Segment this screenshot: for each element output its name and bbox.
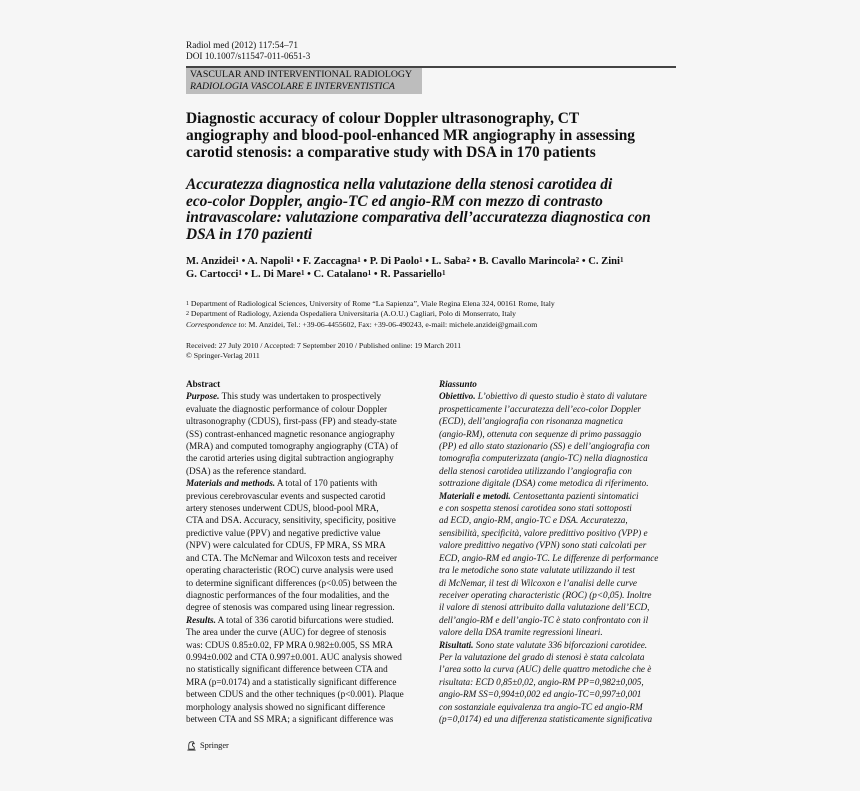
author-name: C. Zini: [588, 256, 620, 267]
affiliations: [186, 299, 686, 330]
abstract-line: [186, 452, 434, 464]
line-text: ultrasonography (CDUS), first-pass (FP) and steady-state: [186, 416, 397, 427]
riassunto-line: [439, 701, 687, 713]
author-affiliation-number: 1: [419, 256, 423, 264]
line-text: valore predittivo negativo (VPN) sono stati calcolati per: [439, 540, 647, 551]
article-title-italian: [186, 177, 686, 243]
riassunto-line: [439, 477, 687, 489]
author: [247, 256, 293, 267]
line-text: valore della DSA tramite regressioni lineari.: [439, 627, 603, 638]
riassunto-heading: Riassunto: [439, 379, 477, 389]
author-name: R. Passariello: [380, 269, 442, 280]
line-text: (NPV) were calculated for CDUS, FP MRA, SS MRA: [186, 540, 386, 551]
subsection-label: Results.: [186, 614, 216, 625]
section-band: [186, 68, 422, 94]
riassunto-line: [439, 676, 687, 688]
line-text: artery stenoses underwent CDUS, blood-pool MRA,: [186, 503, 379, 514]
riassunto-line: [439, 663, 687, 675]
riassunto-line: [439, 452, 687, 464]
line-text: predictive value (PPV) and negative predictive value: [186, 527, 381, 538]
abstract-column: [186, 378, 434, 725]
abstract-heading: Abstract: [186, 379, 221, 389]
abstract-line: [186, 577, 434, 589]
line-text: (DSA) as the reference standard.: [186, 465, 307, 476]
line-text: Centosettanta pazienti sintomatici: [510, 490, 639, 501]
line-text: A total of 170 patients with: [275, 478, 378, 489]
riassunto-line: [439, 527, 687, 539]
author-separator: •: [371, 269, 381, 280]
author-name: G. Cartocci: [186, 269, 239, 280]
author-affiliation-number: 1: [301, 269, 305, 277]
line-text: ECD, angio-RM ed angio-TC. Le differenze di performance: [439, 552, 659, 563]
line-text: L’obiettivo di questo studio è stato di valutare: [475, 391, 647, 402]
line-text: sensibilità, specificità, valore predittivo positivo (VPP) e: [439, 527, 648, 538]
abstract-line: [186, 626, 434, 638]
springer-horse-icon: [186, 740, 197, 751]
line-text: and CTA. The McNemar and Wilcoxon tests and receiver: [186, 552, 398, 563]
abstract-line: [186, 490, 434, 502]
line-text: degree of stenosis was compared using linear regression.: [186, 602, 395, 613]
riassunto-line: [439, 428, 687, 440]
abstract-line: [186, 614, 434, 626]
author-separator: •: [422, 256, 432, 267]
abstract-line: [186, 639, 434, 651]
subsection-label: Materiali e metodi.: [439, 490, 511, 501]
abstract-line: [186, 552, 434, 564]
journal-doi: DOI 10.1007/s11547-011-0651-3: [186, 51, 311, 62]
abstract-line: [186, 415, 434, 427]
line-text: sottrazione digitale (DSA) come metodica di riferimento.: [439, 478, 649, 489]
correspondence-label: Correspondence to: [186, 319, 245, 329]
author: [588, 256, 623, 267]
abstract-line: [186, 564, 434, 576]
affiliation-text: Department of Radiology, Azienda Ospedaliera Universitaria (A.O.U.) Cagliari, Polo di Monserrato, Italy: [190, 309, 516, 319]
line-text: (p=0,0174) ed una differenza statisticamente significativa: [439, 713, 653, 724]
line-text: il valore di stenosi attribuito dalla valutazione dell’ECD,: [439, 602, 650, 613]
riassunto-line: [439, 651, 687, 663]
line-text: between CDUS and the other techniques (p<0.001). Plaque: [186, 689, 404, 700]
line-text: prospetticamente l’accuratezza dell’eco-color Doppler: [439, 403, 641, 414]
abstract-line: [186, 502, 434, 514]
author: [314, 269, 372, 280]
abstract-line: [186, 514, 434, 526]
article-title-english: [186, 110, 686, 161]
riassunto-line: [439, 390, 687, 402]
abstract-line: [186, 428, 434, 440]
riassunto-line: [439, 490, 687, 502]
abstract-line: [186, 589, 434, 601]
publisher-footer: [186, 740, 229, 751]
abstract-line: [186, 701, 434, 713]
line-text: This study was undertaken to prospectively: [219, 391, 382, 402]
line-text: was: CDUS 0.85±0.02, FP MRA 0.982±0.005, SS MRA: [186, 639, 394, 650]
riassunto-line: [439, 577, 687, 589]
riassunto-line: [439, 713, 687, 725]
line-text: diagnostic performances of the four modalities, and the: [186, 589, 390, 600]
title-line: Accuratezza diagnostica nella valutazione della stenosi carotidea di: [186, 176, 613, 193]
line-text: The area under the curve (AUC) for degree of stenosis: [186, 627, 387, 638]
abstract-body: [186, 390, 434, 725]
riassunto-line: [439, 415, 687, 427]
author-affiliation-number: 1: [367, 269, 372, 277]
riassunto-line: [439, 639, 687, 651]
line-text: ad ECD, angio-RM, angio-TC e DSA. Accuratezza,: [439, 515, 628, 526]
affiliation-number: 2: [186, 311, 189, 318]
author-separator: •: [469, 256, 479, 267]
riassunto-line: [439, 403, 687, 415]
author: [186, 269, 242, 280]
riassunto-line: [439, 502, 687, 514]
title-line: intravascolare: valutazione comparativa dell’accuratezza diagnostica con: [186, 209, 651, 226]
author: [380, 269, 445, 280]
line-text: e con sospetta stenosi carotidea sono stati sottoposti: [439, 503, 632, 514]
author-affiliation-number: 1: [238, 269, 242, 277]
line-text: morphology analysis showed no significant difference: [186, 701, 386, 712]
affiliation-text: Department of Radiological Sciences, University of Rome “La Sapienza”, Viale Regina Elena 324, 00161 Rome, Italy: [190, 299, 555, 308]
riassunto-line: [439, 552, 687, 564]
author-name: P. Di Paolo: [369, 256, 420, 267]
line-text: (angio-RM), ottenuta con sequenze di primo passaggio: [439, 428, 642, 439]
author-name: M. Anzidei: [186, 256, 236, 267]
line-text: no statistically significant difference between CTA and: [186, 664, 388, 675]
subsection-label: Risultati.: [439, 639, 474, 650]
line-text: tra le metodiche sono state valutate utilizzando il test: [439, 565, 635, 576]
riassunto-line: [439, 614, 687, 626]
author: [251, 269, 305, 280]
riassunto-line: [439, 601, 687, 613]
abstract-line: [186, 527, 434, 539]
riassunto-line: [439, 539, 687, 551]
author-affiliation-number: 1: [441, 269, 446, 277]
line-text: (SS) contrast-enhanced magnetic resonance angiography: [186, 428, 395, 439]
abstract-line: [186, 440, 434, 452]
copyright: © Springer-Verlag 2011: [186, 351, 260, 361]
abstract-line: [186, 688, 434, 700]
riassunto-line: [439, 564, 687, 576]
correspondence-text: : M. Anzidei, Tel.: +39-06-4455602, Fax: +39-06-490243, e-mail: michele.anzidei@gmail.com: [244, 319, 538, 329]
abstract-line: [186, 601, 434, 613]
line-text: (PP) ed allo stato stazionario (SS) e dell’angiografia con: [439, 441, 650, 452]
line-text: Sono state valutate 336 biforcazioni carotidee.: [473, 639, 648, 650]
subsection-label: Materials and methods.: [186, 478, 276, 489]
line-text: (ECD), dell’angiografia con risonanza magnetica: [439, 416, 623, 427]
riassunto-line: [439, 688, 687, 700]
author-affiliation-number: 1: [235, 256, 239, 264]
title-line: Diagnostic accuracy of colour Doppler ultrasonography, CT: [186, 110, 580, 127]
author: [479, 256, 579, 267]
author: [370, 256, 423, 267]
affiliation-1: [186, 299, 686, 309]
abstract-line: [186, 477, 434, 489]
line-text: di McNemar, il test di Wilcoxon e l’analisi delle curve: [439, 577, 637, 588]
abstract-line: [186, 539, 434, 551]
author-separator: •: [304, 269, 314, 280]
riassunto-line: [439, 465, 687, 477]
line-text: A total of 336 carotid bifurcations were studied.: [215, 614, 394, 625]
section-italian: RADIOLOGIA VASCOLARE E INTERVENTISTICA: [190, 81, 395, 92]
correspondence: [186, 320, 686, 330]
author-affiliation-number: 2: [466, 256, 470, 264]
line-text: MRA (p=0.0174) and a statistically significant difference: [186, 676, 397, 687]
affiliation-2: [186, 309, 686, 319]
line-text: risultata: ECD 0,85±0,02, angio-RM PP=0,982±0,005,: [439, 676, 644, 687]
riassunto-line: [439, 589, 687, 601]
line-text: con sostanziale equivalenza tra angio-TC ed angio-RM: [439, 701, 643, 712]
author-affiliation-number: 2: [575, 256, 580, 264]
journal-citation: Radiol med (2012) 117:54–71: [186, 41, 298, 51]
riassunto-column: [439, 378, 687, 725]
publisher-name: Springer: [200, 741, 229, 750]
author-list: [186, 255, 686, 281]
author-name: F. Zaccagna: [302, 256, 358, 267]
abstract-line: [186, 465, 434, 477]
line-text: operating characteristic (ROC) curve analysis were used: [186, 565, 394, 576]
line-text: Per la valutazione del grado di stenosi è stata calcolata: [439, 651, 645, 662]
riassunto-line: [439, 514, 687, 526]
section-english: VASCULAR AND INTERVENTIONAL RADIOLOGY: [190, 69, 413, 80]
history-dates: Received: 27 July 2010 / Accepted: 7 September 2010 / Published online: 19 March 2011: [186, 341, 462, 350]
author: [432, 256, 470, 267]
abstract-line: [186, 713, 434, 725]
riassunto-line: [439, 626, 687, 638]
line-text: l’area sotto la curva (AUC) delle quattro metodiche che è: [439, 664, 652, 675]
line-text: dell’angio-RM e dell’angio-TC è stato confrontato con il: [439, 614, 649, 625]
abstract-line: [186, 663, 434, 675]
author-affiliation-number: 1: [290, 256, 294, 264]
author-name: C. Catalano: [313, 269, 368, 280]
author-separator: •: [238, 256, 248, 267]
line-text: tomografia computerizzata (angio-TC) nella diagnostica: [439, 453, 648, 464]
affiliation-number: 1: [186, 301, 189, 307]
line-text: between CTA and SS MRA; a significant difference was: [186, 713, 394, 724]
author-separator: •: [360, 256, 370, 267]
riassunto-line: [439, 440, 687, 452]
line-text: (MRA) and computed tomography angiography (CTA) of: [186, 441, 399, 452]
author-affiliation-number: 1: [357, 256, 361, 264]
author-name: A. Napoli: [247, 256, 291, 267]
line-text: della stenosi carotidea utilizzando l’angiografia con: [439, 465, 632, 476]
abstract-line: [186, 676, 434, 688]
title-line: DSA in 170 pazienti: [186, 225, 313, 243]
author-separator: •: [241, 269, 251, 280]
abstract-line: [186, 390, 434, 402]
journal-reference: [186, 41, 310, 62]
author-separator: •: [293, 256, 303, 267]
riassunto-body: [439, 390, 687, 725]
title-line: eco-color Doppler, angio-TC ed angio-RM con mezzo di contrasto: [186, 192, 603, 210]
author-separator: •: [579, 256, 589, 267]
publication-dates: [186, 341, 686, 362]
author: [186, 256, 239, 267]
subsection-label: Obiettivo.: [439, 391, 476, 402]
line-text: previous cerebrovascular events and suspected carotid: [186, 490, 386, 501]
title-line: carotid stenosis: a comparative study with DSA in 170 patients: [186, 144, 596, 161]
line-text: 0.994±0.002 and CTA 0.997±0.001. AUC analysis showed: [186, 651, 402, 662]
author-name: L. Di Mare: [250, 269, 301, 280]
subsection-label: Purpose.: [186, 391, 220, 402]
line-text: to determine significant differences (p<0.05) between the: [186, 577, 397, 588]
abstract-line: [186, 651, 434, 663]
title-line: angiography and blood-pool-enhanced MR angiography in assessing: [186, 127, 635, 144]
author-affiliation-number: 1: [619, 256, 624, 264]
line-text: evaluate the diagnostic performance of colour Doppler: [186, 403, 388, 414]
line-text: receiver operating characteristic (ROC) (p<0,05). Inoltre: [439, 589, 652, 600]
line-text: angio-RM SS=0,994±0,002 ed angio-TC=0,997±0,001: [439, 689, 642, 700]
line-text: the carotid arteries using digital subtraction angiography: [186, 453, 394, 464]
line-text: CTA and DSA. Accuracy, sensitivity, specificity, positive: [186, 515, 396, 526]
author-name: L. Saba: [431, 256, 467, 267]
abstract-line: [186, 403, 434, 415]
author-name: B. Cavallo Marincola: [478, 256, 576, 267]
author: [303, 256, 361, 267]
